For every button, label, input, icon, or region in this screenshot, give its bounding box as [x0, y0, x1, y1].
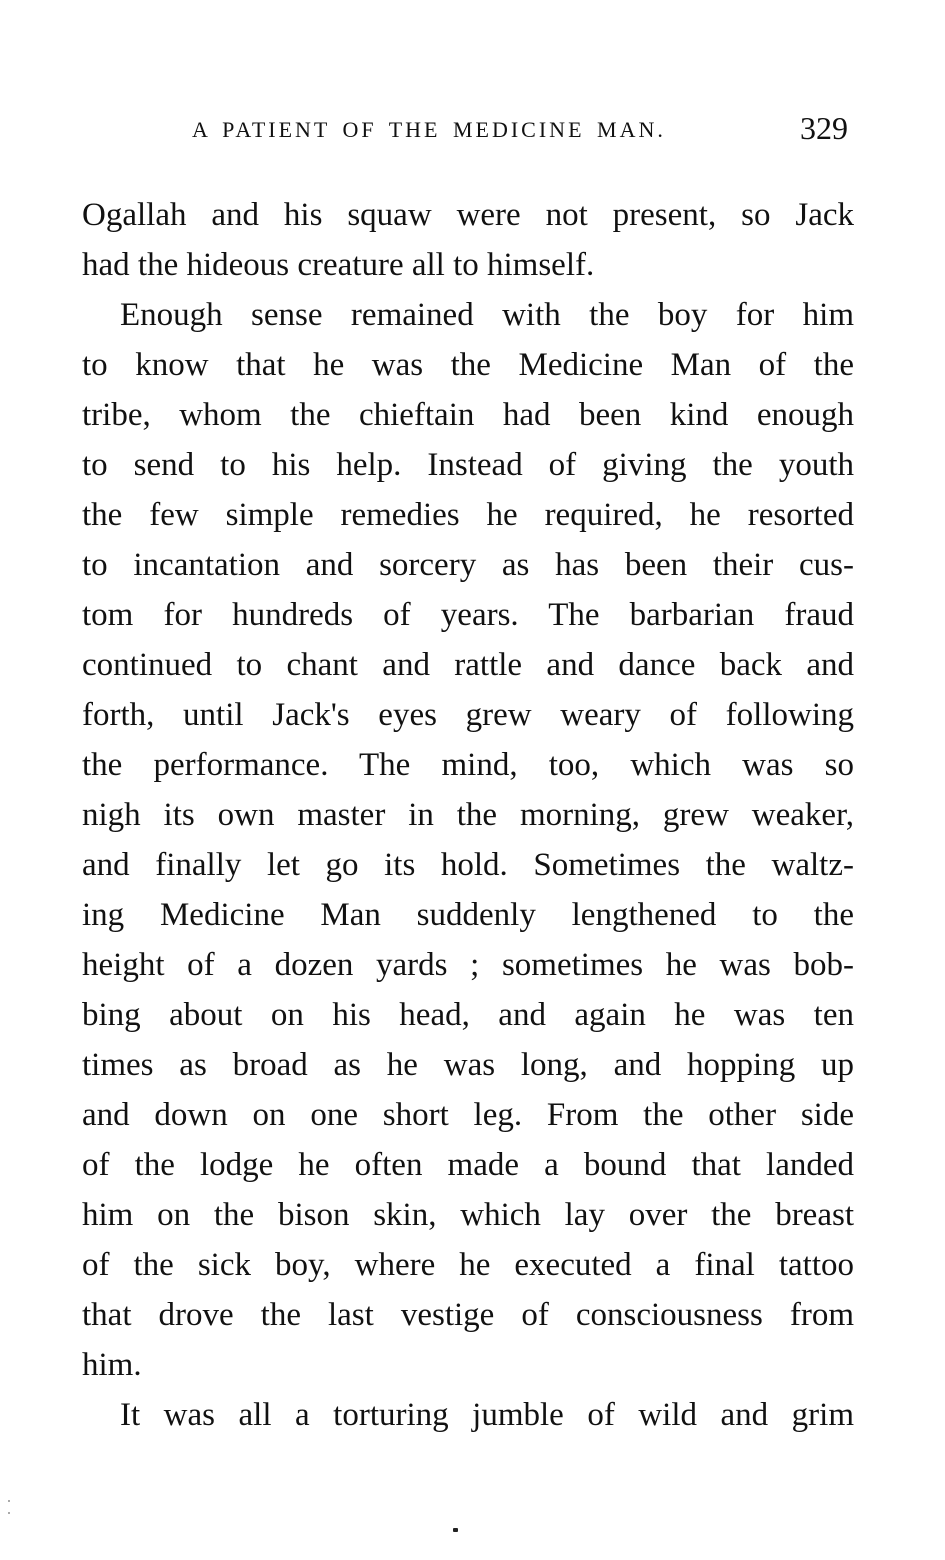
print-speck	[453, 1528, 458, 1532]
body-text	[82, 190, 854, 1440]
text-line: nigh its own master in the morning, grew weaker,	[82, 797, 854, 833]
text-line: to know that he was the Medicine Man of the	[82, 347, 854, 383]
margin-speck	[8, 1512, 10, 1514]
text-line: continued to chant and rattle and dance back and	[82, 647, 854, 683]
text-line: that drove the last vestige of consciousness from	[82, 1297, 854, 1333]
text-line: to send to his help. Instead of giving the youth	[82, 447, 854, 483]
text-line: bing about on his head, and again he was ten	[82, 997, 854, 1033]
text-line: height of a dozen yards ; sometimes he was bob-	[82, 947, 854, 983]
margin-speck	[8, 1500, 10, 1502]
text-line: had the hideous creature all to himself.	[82, 247, 595, 283]
text-line: the performance. The mind, too, which was so	[82, 747, 854, 783]
text-line: the few simple remedies he required, he resorted	[82, 497, 854, 533]
text-line: Ogallah and his squaw were not present, so Jack	[82, 197, 854, 233]
text-line: ing Medicine Man suddenly lengthened to the	[82, 897, 854, 933]
text-line: Enough sense remained with the boy for him	[120, 297, 854, 333]
text-line: of the lodge he often made a bound that landed	[82, 1147, 854, 1183]
text-line: him on the bison skin, which lay over the breast	[82, 1197, 854, 1233]
text-line: forth, until Jack's eyes grew weary of following	[82, 697, 854, 733]
text-line: and finally let go its hold. Sometimes the waltz-	[82, 847, 854, 883]
text-line: and down on one short leg. From the other side	[82, 1097, 854, 1133]
text-line: times as broad as he was long, and hopping up	[82, 1047, 854, 1083]
text-line: tom for hundreds of years. The barbarian fraud	[82, 597, 854, 633]
page-number: 329	[800, 110, 848, 146]
text-line: It was all a torturing jumble of wild and grim	[120, 1397, 854, 1433]
text-line: him.	[82, 1347, 142, 1383]
running-title: A PATIENT OF THE MEDICINE MAN.	[192, 117, 666, 142]
text-line: tribe, whom the chieftain had been kind enough	[82, 397, 854, 433]
text-line: to incantation and sorcery as has been their cus-	[82, 547, 854, 583]
text-line: of the sick boy, where he executed a final tattoo	[82, 1247, 854, 1283]
